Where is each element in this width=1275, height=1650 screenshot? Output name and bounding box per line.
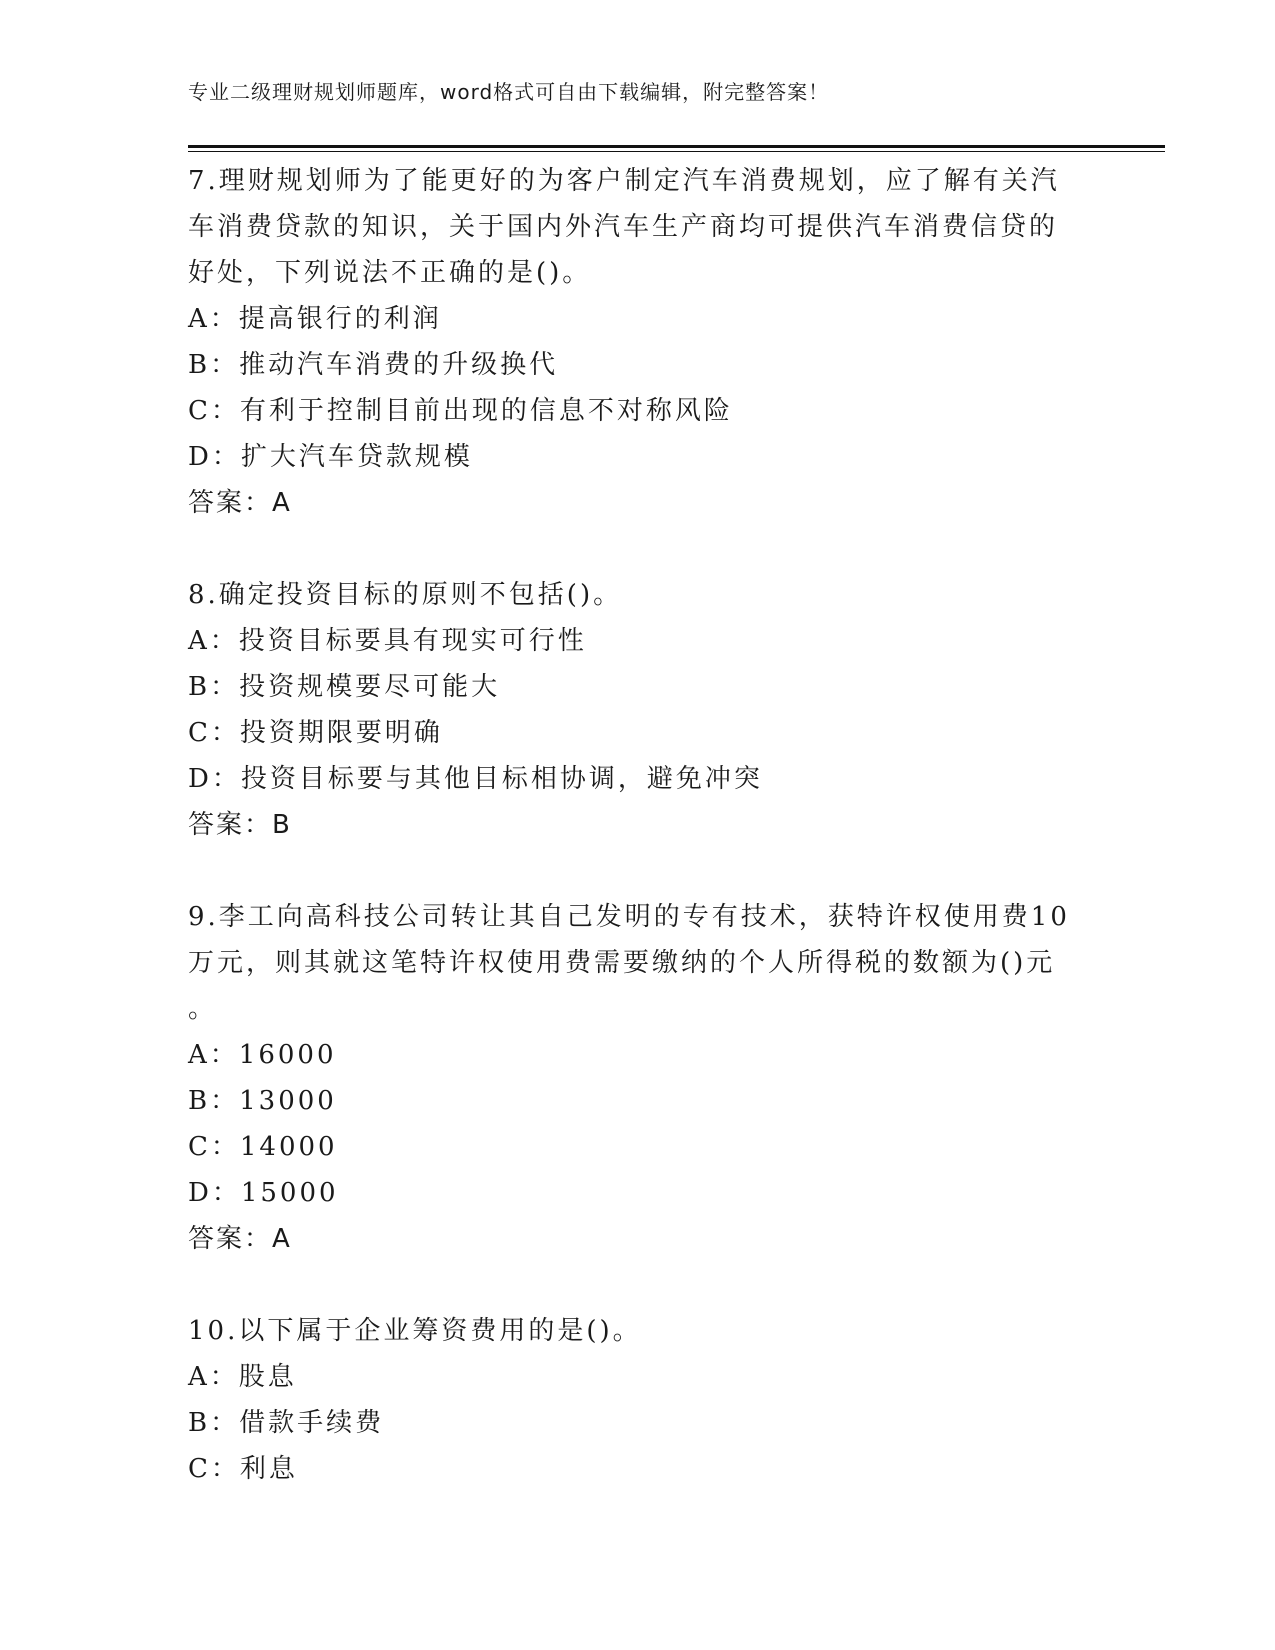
header-rule-thick [188,145,1165,148]
option-a: A：提高银行的利润 [188,304,442,334]
question-stem-line: 7.理财规划师为了能更好的为客户制定汽车消费规划，应了解有关汽 [188,166,1060,196]
option-d: D：投资目标要与其他目标相协调，避免冲突 [188,764,763,794]
option-b: B：13000 [188,1086,337,1116]
question-spacer [188,848,1078,894]
option-a: A：投资目标要具有现实可行性 [188,626,587,656]
question-stem-line: 10.以下属于企业筹资费用的是()。 [188,1316,642,1346]
option-b: B：投资规模要尽可能大 [188,672,501,702]
option-c: C：利息 [188,1454,298,1484]
answer-line: 答案：B [188,810,292,840]
option-a: A：股息 [188,1362,297,1392]
question-spacer [188,526,1078,572]
question-stem-line: 万元，则其就这笔特许权使用费需要缴纳的个人所得税的数额为()元 [188,948,1056,978]
option-c: C：投资期限要明确 [188,718,443,748]
question-block [188,158,1078,526]
option-b: B：推动汽车消费的升级换代 [188,350,559,380]
question-block [188,572,1078,848]
answer-line: 答案：A [188,1224,292,1254]
question-stem-line: 车消费贷款的知识，关于国内外汽车生产商均可提供汽车消费信贷的 [188,212,1059,242]
question-stem-line: 好处，下列说法不正确的是()。 [188,258,592,288]
option-c: C：有利于控制目前出现的信息不对称风险 [188,396,733,426]
question-list [188,158,1078,1492]
page-header: 专业二级理财规划师题库，word格式可自由下载编辑，附完整答案！ [188,80,830,104]
question-block [188,1308,1078,1492]
answer-line: 答案：A [188,488,292,518]
question-stem-line: 。 [188,994,218,1024]
option-b: B：借款手续费 [188,1408,385,1438]
question-spacer [188,1262,1078,1308]
question-stem-line: 9.李工向高科技公司转让其自己发明的专有技术，获特许权使用费10 [188,902,1070,932]
option-c: C：14000 [188,1132,338,1162]
question-stem-line: 8.确定投资目标的原则不包括()。 [188,580,623,610]
option-a: A：16000 [188,1040,337,1070]
option-d: D：扩大汽车贷款规模 [188,442,473,472]
option-d: D：15000 [188,1178,339,1208]
question-block [188,894,1078,1262]
header-rule-thin [188,151,1165,152]
